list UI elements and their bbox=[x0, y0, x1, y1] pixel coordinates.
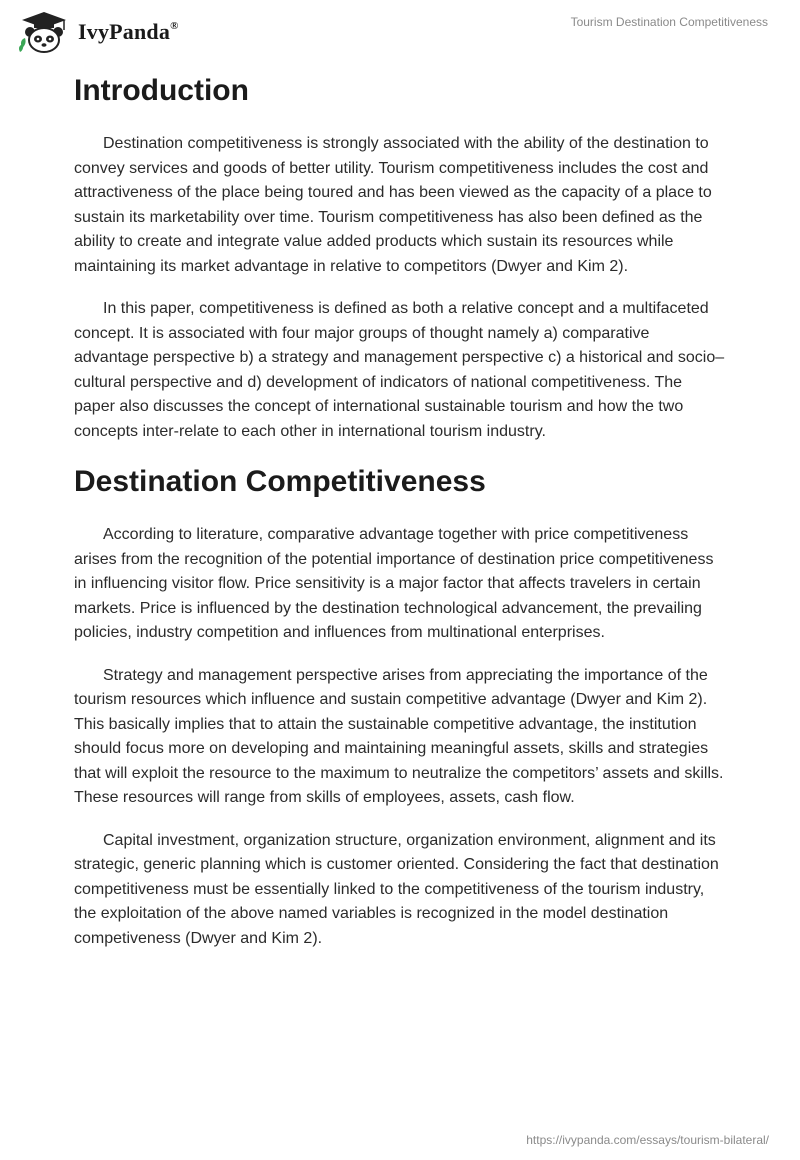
section-heading-destination-competitiveness: Destination Competitiveness bbox=[74, 465, 486, 498]
destination-paragraph-2: Strategy and management perspective arises from appreciating the importance of the tourism resources which influence and sustain competitive advantage (Dwyer and Kim 2). This basically implies that to attain the sustainable competitive advantage, the institution should focus more on developing and maintaining meaningful assets, skills and strategies that will exploit the resource to the maximum to neutralize the competitors’ assets and skills. These resources will range from skills of employees, assets, cash flow. bbox=[74, 666, 724, 806]
ivypanda-logo[interactable] bbox=[16, 10, 179, 54]
destination-paragraph-3: Capital investment, organization structure, organization environment, alignment and its strategic, generic planning which is customer oriented. Considering the fact that destination competitiveness must be essentially linked to the competitiveness of the tourism industry, the exploitation of the above named variables is recognized in the model destination competiveness (Dwyer and Kim 2). bbox=[74, 831, 719, 947]
page-header bbox=[0, 0, 800, 60]
panda-graduate-icon bbox=[16, 10, 72, 54]
essay-content bbox=[74, 72, 726, 951]
intro-paragraph-1: Destination competitiveness is strongly associated with the ability of the destination to convey services and goods of better utility. Tourism competitiveness includes the cost and attractiveness of the place being toured and has been viewed as the capacity of a place to sustain its marketability over time. Tourism competitiveness has also been defined as the ability to create and integrate value added products which sustain its resources while maintaining its market advantage in relative to competitors (Dwyer and Kim 2). bbox=[74, 135, 712, 275]
destination-paragraph-1: According to literature, comparative advantage together with price competitiveness arises from the recognition of the potential importance of destination price competitiveness in influencing visitor flow. Price sensitivity is a major factor that affects travelers in certain markets. Price is influenced by the destination technological advancement, the prevailing policies, industry competition and influences from multinational enterprises. bbox=[74, 526, 714, 641]
document-title: Tourism Destination Competitiveness bbox=[570, 15, 768, 29]
brand-name: IvyPanda® bbox=[78, 19, 179, 44]
intro-paragraph-2: In this paper, competitiveness is defined as both a relative concept and a multifaceted concept. It is associated with four major groups of thought namely a) comparative advantage perspective b) a strategy and management perspective c) a historical and socio–cultural perspective and d) development of indicators of national competitiveness. The paper also discusses the concept of international sustainable tourism and how the two concepts inter-relate to each other in international tourism industry. bbox=[74, 300, 725, 440]
section-heading-introduction: Introduction bbox=[74, 74, 249, 107]
source-url[interactable]: https://ivypanda.com/essays/tourism-bilateral/ bbox=[526, 1133, 769, 1147]
